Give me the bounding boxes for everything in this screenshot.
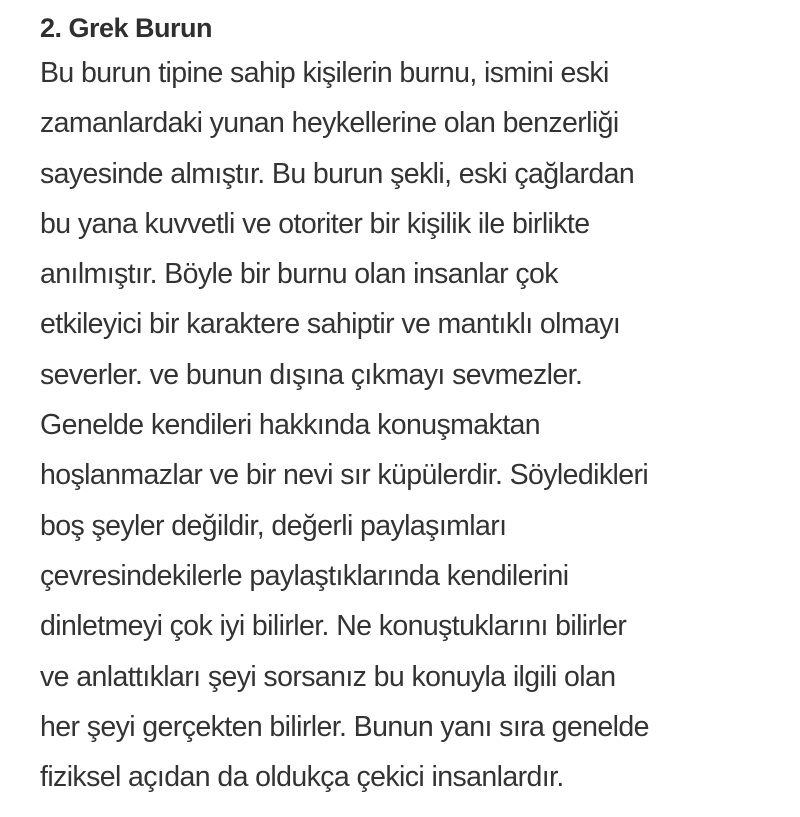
body-line: her şeyi gerçekten bilirler. Bunun yanı sıra genelde [40, 710, 649, 743]
body-line: Bu burun tipine sahip kişilerin burnu, ismini eski [40, 57, 609, 89]
body-line: bu yana kuvvetli ve otoriter bir kişilik ile birlikte [40, 207, 590, 240]
body-line: ve anlattıkları şeyi sorsanız bu konuyla ilgili olan [40, 660, 616, 693]
article-body [40, 48, 800, 802]
body-line: boş şeyler değildir, değerli paylaşımları [40, 509, 507, 542]
body-line: severler. ve bunun dışına çıkmayı sevmezler. [40, 358, 583, 391]
body-line: hoşlanmazlar ve bir nevi sır küpülerdir. Söyledikleri [40, 459, 649, 492]
body-line: anılmıştır. Böyle bir burnu olan insanlar çok [40, 258, 558, 291]
section-heading: 2. Grek Burun [40, 13, 213, 43]
body-line: sayesinde almıştır. Bu burun şekli, eski çağlardan [40, 157, 635, 190]
body-line: etkileyici bir karaktere sahiptir ve mantıklı olmayı [40, 308, 621, 341]
body-line: fiziksel açıdan da oldukça çekici insanlardır. [40, 761, 564, 794]
body-line: dinletmeyi çok iyi bilirler. Ne konuştuklarını bilirler [40, 610, 627, 643]
body-line: çevresindekilerle paylaştıklarında kendilerini [40, 559, 569, 592]
body-line: zamanlardaki yunan heykellerine olan benzerliği [40, 107, 619, 140]
body-line: Genelde kendileri hakkında konuşmaktan [40, 409, 541, 442]
